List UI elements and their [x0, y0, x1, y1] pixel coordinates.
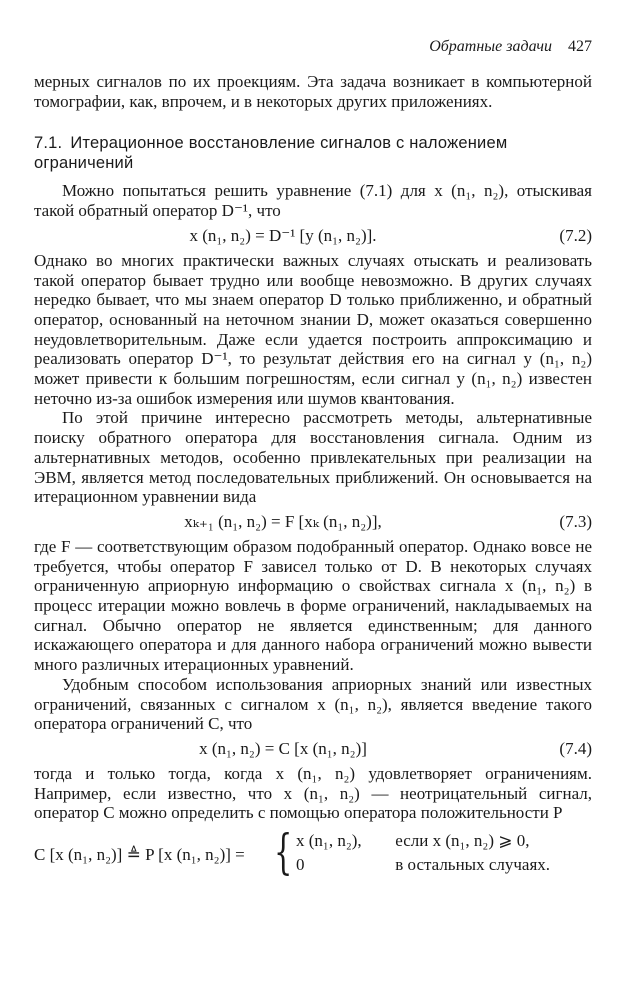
- equation-expression: x (n₁, n₂) = C [x (n₁, n₂)]: [199, 738, 367, 758]
- paragraph: тогда и только тогда, когда x (n₁, n₂) удовлетворяет ограничениям. Например, если известно, что x (n₁, n₂) — неотрицательный сигнал, оператор C можно определить с помощью оператора положительности P: [34, 763, 592, 823]
- running-header-title: Обратные задачи: [429, 38, 552, 55]
- section-heading: [34, 134, 592, 173]
- paragraph: По этой причине интересно рассмотреть методы, альтернативные поиску обратного оператора для восстановления сигнала. Одним из альтернативных методов, особенно привлекательных при реализации на ЭВМ, является метод последовательных приближений. Он основывается на итерационном уравнении вида: [34, 408, 592, 507]
- equation-expression: x (n₁, n₂) = D⁻¹ [y (n₁, n₂)].: [189, 225, 377, 245]
- running-header: [429, 38, 592, 56]
- section-title: Итерационное восстановление сигналов с наложением ограничений: [34, 134, 508, 172]
- page-number: 427: [568, 38, 592, 55]
- left-brace: {: [274, 824, 293, 881]
- paragraph: где F — соответствующим образом подобранный оператор. Однако вовсе не требуется, чтобы оператор F зависел только от D. В некоторых случаях ограниченную априорную информацию о свойствах сигнала x (n₁, n₂) в процесс итерации можно вовлечь в форме ограничений, накладываемых на сигнал. Обычно оператор не является единственным; для данного искажающего оператора и для данного набора ограничений можно вывести много различных итерационных уравнений.: [34, 536, 592, 675]
- paragraph: Можно попытаться решить уравнение (7.1) для x (n₁, n₂), отыскивая такой обратный оператор D⁻¹, что: [34, 181, 592, 221]
- equation-case-row: [296, 831, 530, 851]
- equation-number: (7.2): [559, 225, 592, 245]
- case-value: 0: [296, 855, 305, 875]
- equation-number: (7.3): [559, 511, 592, 531]
- paragraph: Удобным способом использования априорных знаний или известных ограничений, связанных с сигналом x (n₁, n₂), является введение такого оператора ограничений C, что: [34, 674, 592, 734]
- page-body: [34, 72, 592, 881]
- section-number: 7.1.: [34, 134, 63, 153]
- equation-expression: xₖ₊₁ (n₁, n₂) = F [xₖ (n₁, n₂)],: [184, 511, 382, 531]
- intro-paragraph: мерных сигналов по их проекциям. Эта задача возникает в компьютерной томографии, как, впрочем, и в некоторых других приложениях.: [34, 72, 592, 111]
- case-condition: если x (n₁, n₂) ⩾ 0,: [395, 831, 530, 851]
- equation-number: (7.4): [559, 738, 592, 758]
- equation-lhs: C [x (n₁, n₂)] ≜ P [x (n₁, n₂)] =: [34, 845, 245, 865]
- equation-7-3: [34, 510, 592, 534]
- case-value: x (n₁, n₂),: [296, 831, 362, 851]
- positivity-operator-equation: [34, 824, 592, 881]
- equation-7-2: [34, 224, 592, 248]
- equation-7-4: [34, 737, 592, 761]
- case-condition: в остальных случаях.: [395, 855, 551, 875]
- paragraph: Однако во многих практически важных случаях отыскать и реализовать такой оператор бывает трудно или вообще невозможно. В других случаях нередко бывает, что мы знаем оператор D только приближенно, и обратный оператор, основанный на неточном знании D, может оказаться совершенно неудовлетворительным. Даже если удается построить аппроксимацию и реализовать оператор D⁻¹, то результат действия его на сигнал y (n₁, n₂) может привести к большим погрешностям, если сигнал y (n₁, n₂) известен неточно из-за ошибок измерения или шумов квантования.: [34, 250, 592, 408]
- equation-case-row: [296, 855, 550, 875]
